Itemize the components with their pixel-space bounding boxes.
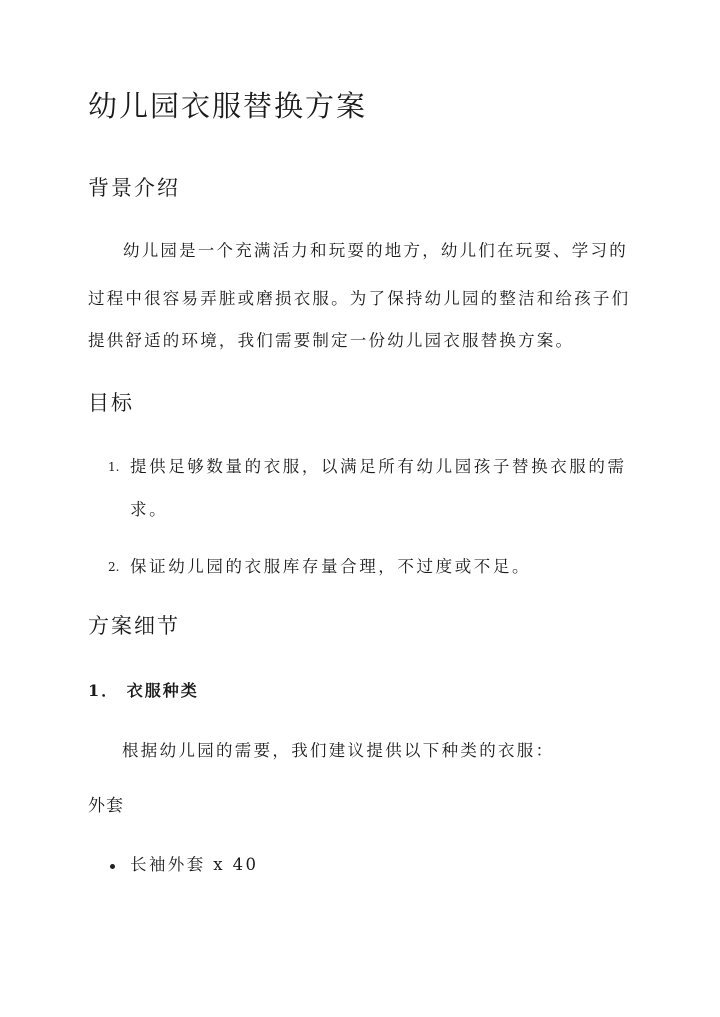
- goal-item-text-cont: 求。: [130, 500, 169, 519]
- document-title: 幼儿园衣服替换方案: [88, 89, 368, 123]
- section-heading-goals: 目标: [88, 391, 134, 415]
- goal-item-number: 2.: [108, 560, 120, 574]
- section-heading-details: 方案细节: [88, 614, 180, 638]
- category-heading-outerwear: 外套: [88, 796, 124, 816]
- background-paragraph-cont: [88, 286, 633, 312]
- bullet-item-text: 长袖外套 x 40: [130, 855, 259, 874]
- paragraph-line: 幼儿园是一个充满活力和玩耍的地方，幼儿们在玩耍、学习的: [123, 241, 628, 260]
- goal-item-number: 1.: [108, 460, 120, 474]
- paragraph-line: 过程中很容易弄脏或磨损衣服。为了保持幼儿园的整洁和给孩子们: [88, 289, 631, 308]
- section-heading-background: 背景介绍: [88, 176, 180, 200]
- bullet-icon: [110, 864, 115, 869]
- paragraph-line: 提供舒适的环境，我们需要制定一份幼儿园衣服替换方案。: [88, 331, 575, 350]
- subsection-heading-clothing-types: 1． 衣服种类: [88, 681, 199, 700]
- clothing-intro-text: 根据幼儿园的需要，我们建议提供以下种类的衣服：: [122, 741, 555, 760]
- background-paragraph-cont2: [88, 328, 633, 354]
- goal-item-text: 提供足够数量的衣服，以满足所有幼儿园孩子替换衣服的需: [130, 457, 627, 476]
- goal-item-text: 保证幼儿园的衣服库存量合理，不过度或不足。: [130, 557, 532, 576]
- background-paragraph: [88, 238, 633, 264]
